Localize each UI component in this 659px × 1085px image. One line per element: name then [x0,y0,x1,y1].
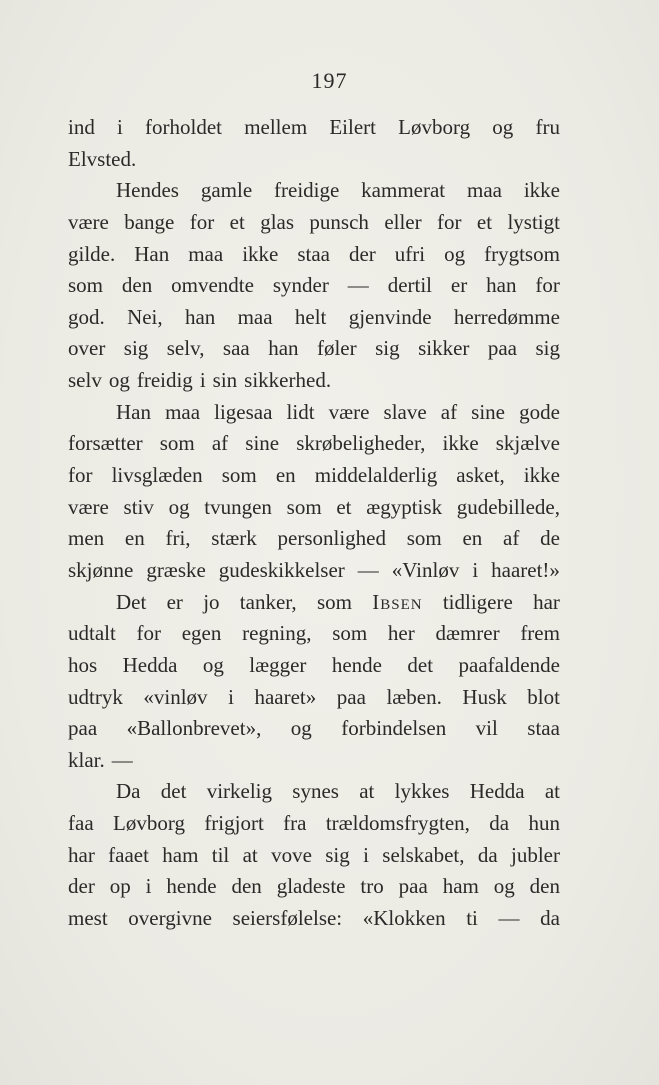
word: freidige [274,178,340,203]
word: som [221,463,257,488]
word: sikker [418,336,470,361]
word: læben. [386,684,442,709]
word: at [242,842,258,867]
word: haaret» [254,684,317,709]
word: faa [68,811,94,836]
word: for [437,209,462,234]
word: og [108,368,130,393]
text-line [68,460,560,492]
word: Husk [462,684,507,709]
word: synder [272,273,329,298]
word: det [407,652,434,677]
word: gudeskikkelser [218,557,345,582]
word: sikkerhed. [244,368,332,393]
word: eller [384,209,422,234]
word: som [286,494,322,519]
word: Han [116,399,151,424]
word: omvendte [171,273,254,298]
word: glas [260,209,295,234]
word: her [387,621,415,646]
word: Det [116,589,147,614]
word: da [477,842,498,867]
word: lystigt [507,209,560,234]
word: op [109,874,131,899]
word: frigjort [204,811,264,836]
word: gudebillede, [456,494,560,519]
text-line [68,365,560,397]
word: ligesaa [214,399,273,424]
word: frygtsom [484,241,560,266]
word: af [440,399,458,424]
word: en [275,463,296,488]
text-line [68,808,560,840]
word: ufri [394,241,426,266]
text-line [68,713,560,745]
word: maa [188,241,224,266]
text-line [68,903,560,935]
word: staa [297,241,330,266]
word: gladeste [276,874,346,899]
word: slave [383,399,427,424]
word: faaet [108,842,149,867]
word: personlighed [277,526,386,551]
word: den [231,874,262,899]
word: et [229,209,245,234]
word: har [533,589,560,614]
word: han [268,336,299,361]
word: selv, [166,336,205,361]
text-line [68,840,560,872]
word: udtalt [68,621,116,646]
word: blot [527,684,560,709]
word: føler [316,336,357,361]
body-text [68,112,560,935]
word: i [363,842,369,867]
word: som [68,273,104,298]
word: bange [124,209,175,234]
word: han [486,273,517,298]
word: Hendes [116,178,179,203]
word: asket, [456,463,505,488]
word: ind [68,115,95,139]
text-line [68,302,560,334]
word: punsch [309,209,369,234]
word: lykkes [394,779,450,804]
word: maa [165,399,201,424]
word: «Vinløv [391,557,460,582]
word: være [328,399,370,424]
word: i [472,557,479,582]
word: som [159,431,195,456]
word: jubler [510,842,560,867]
word: gode [519,399,560,424]
word: egen [181,621,222,646]
word: udtryk [68,684,123,709]
word: af [211,431,229,456]
word: tanker, [239,589,297,614]
word: sin [212,368,238,393]
word: god. [68,304,105,329]
word: dæmrer [435,621,500,646]
text-line [68,871,560,903]
text-line [68,555,560,587]
word: haaret!» [491,557,560,582]
word: tro [360,874,384,899]
word: i [117,115,123,139]
word: Løvborg [398,115,471,139]
word: stiv [123,494,154,519]
word: maa [467,178,502,203]
word: skjønne [68,557,134,582]
word: ikke [523,463,560,488]
word: «Ballonbrevet», [126,716,262,741]
word: sig [123,336,149,361]
word: fru [535,115,560,139]
word: synes [292,779,339,804]
word: vove [271,842,312,867]
word: paa [398,874,428,899]
word: ham [162,842,199,867]
word: — [347,273,369,298]
word: har [68,842,95,867]
word: skrøbeligheder, [296,431,426,456]
word: sine [471,399,505,424]
word: en [124,526,145,551]
word: en [462,526,483,551]
word: er [450,273,468,298]
text-line [68,587,560,619]
word: vil [475,716,498,741]
word: «Klokken [362,906,446,931]
word: hos [68,652,98,677]
word: fri, [165,526,191,551]
word: stærk [211,526,257,551]
word: og [492,115,514,139]
word: sine [245,431,280,456]
word: forholdet [145,115,223,139]
word: hende [166,874,217,899]
text-line [68,776,560,808]
word: mellem [244,115,308,139]
word: skjælve [495,431,560,456]
word: gilde. [68,241,116,266]
word: til [211,842,230,867]
word: «vinløv [143,684,208,709]
text-line [68,175,560,207]
word: klar. [68,747,105,772]
word: og [493,874,515,899]
word: paa [336,684,366,709]
word: og [290,716,312,741]
word: Elvsted. [68,146,137,171]
word: over [68,336,106,361]
word: lægger [249,652,307,677]
word: være [68,209,109,234]
word: ham [442,874,479,899]
word: den [529,874,560,899]
word: som [332,621,368,646]
text-line [68,523,560,555]
word: frem [520,621,560,646]
word: ikke [523,178,560,203]
word: hende [331,652,382,677]
word: regning, [242,621,312,646]
page-number: 197 [311,68,348,93]
word: Løvborg [113,811,185,836]
word: som [406,526,442,551]
text-line [68,239,560,271]
word: de [540,526,560,551]
word: seiersfølelse: [232,906,343,931]
word: ti [466,906,478,931]
word: herredømme [453,304,560,329]
word: for [136,621,162,646]
word: selskabet, [382,842,465,867]
word: paa [68,716,98,741]
word: mest [68,906,108,931]
word: staa [527,716,560,741]
word: middelalderlig [314,463,438,488]
word: at [544,779,560,804]
word: saa [222,336,250,361]
word: han [184,304,216,329]
word: der [68,874,95,899]
word: et [476,209,493,234]
text-line [68,397,560,429]
word: og [202,652,224,677]
text-line [68,144,560,176]
word: ægyptisk [366,494,443,519]
word: hun [528,811,560,836]
word: sig [535,336,560,361]
word: af [503,526,520,551]
word: Eilert [329,115,376,139]
word: tidligere [442,589,513,614]
word: jo [203,589,220,614]
word: og [168,494,190,519]
word: og [444,241,466,266]
word: Da [116,779,141,804]
text-line [68,112,560,144]
word: for [68,463,93,488]
word: for [535,273,560,298]
word: gjenvinde [348,304,432,329]
word: livsglæden [111,463,203,488]
word: Nei, [127,304,163,329]
word: som [316,589,352,614]
word: det [160,779,187,804]
word: helt [294,304,327,329]
word: virkelig [206,779,273,804]
word: freidig [136,368,193,393]
word: men [68,526,105,551]
word: lidt [286,399,315,424]
text-line [68,618,560,650]
word: dertil [387,273,433,298]
word: Hedda [469,779,525,804]
word: selv [68,368,102,393]
text-line [68,428,560,460]
word: i [199,368,206,393]
word: græske [146,557,206,582]
word: da [540,906,560,931]
text-line [68,745,560,777]
text-line [68,492,560,524]
text-line [68,650,560,682]
text-line [68,270,560,302]
word: fra [283,811,307,836]
word: maa [237,304,273,329]
word: sig [325,842,350,867]
word: er [166,589,183,614]
word: gamle [200,178,253,203]
word: i [145,874,152,899]
word: forbindelsen [341,716,447,741]
word: paa [487,336,517,361]
word: forsætter [68,431,143,456]
word: ikke [242,241,279,266]
word: Ibsen [372,589,423,614]
word: være [68,494,109,519]
word: da [489,811,510,836]
word: der [348,241,376,266]
word: overgivne [128,906,212,931]
word: at [359,779,375,804]
word: sig [375,336,400,361]
word: trældomsfrygten, [325,811,470,836]
word: ikke [442,431,479,456]
word: paafaldende [458,652,560,677]
word: for [189,209,215,234]
word: — [498,906,520,931]
word: tvungen [204,494,272,519]
word: Han [134,241,170,266]
word: et [336,494,352,519]
word: — [357,557,379,582]
word: Hedda [122,652,178,677]
word: i [228,684,234,709]
text-line [68,682,560,714]
word: kammerat [361,178,446,203]
word: den [121,273,153,298]
text-line [68,207,560,239]
text-line [68,333,560,365]
word: — [111,747,133,772]
